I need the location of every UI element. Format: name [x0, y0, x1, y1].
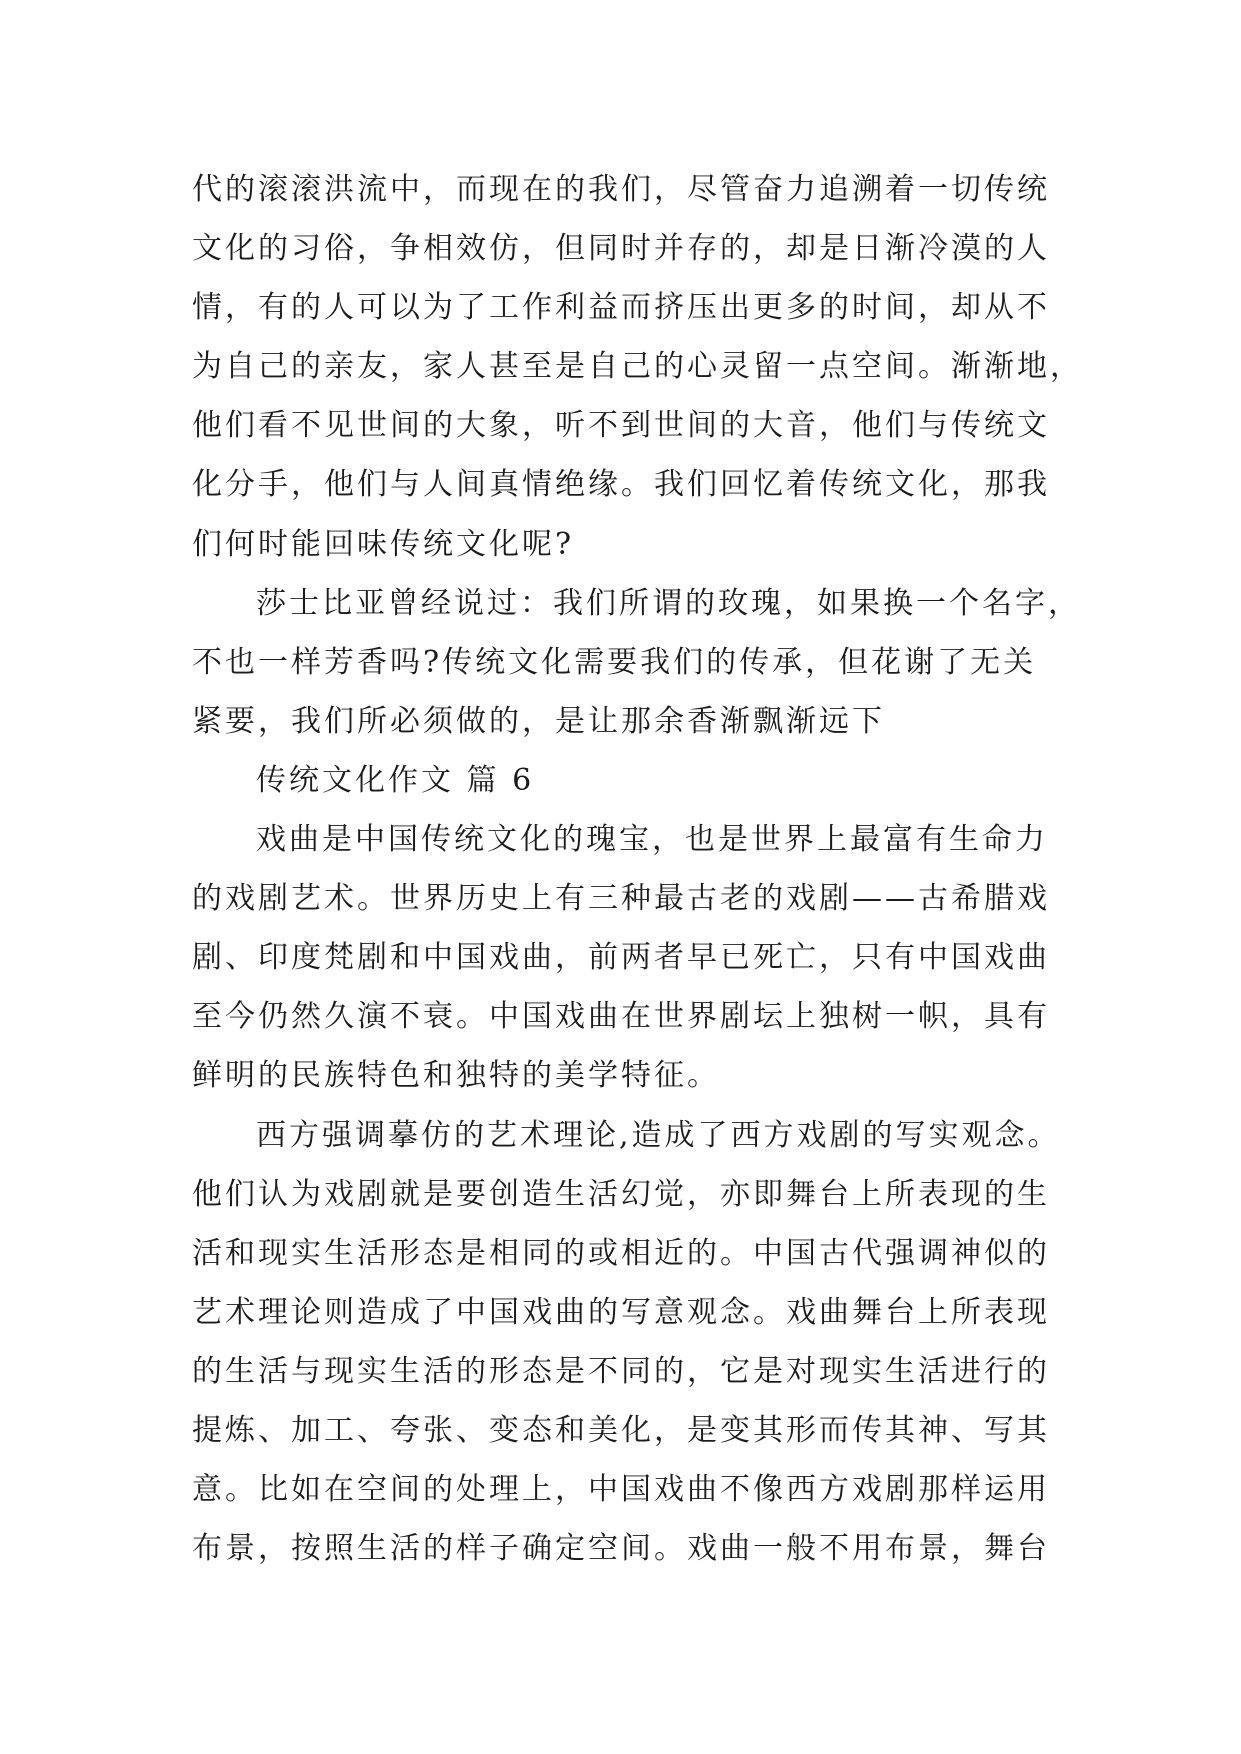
section-heading: 传统文化作文 篇 6: [256, 762, 535, 798]
text-line: 不也一样芳香吗?传统文化需要我们的传承，但花谢了无关: [192, 644, 1037, 680]
text-line: 布景，按照生活的样子确定空间。戏曲一般不用布景，舞台: [192, 1531, 1050, 1567]
text-line: 的戏剧艺术。世界历史上有三种最古老的戏剧——古希腊戏: [192, 881, 1050, 917]
body-text: [192, 160, 1083, 1578]
paragraph-start-line: 莎士比亚曾经说过：我们所谓的玫瑰，如果换一个名字，: [256, 585, 1081, 621]
text-line: 们何时能回味传统文化呢?: [192, 526, 575, 562]
text-line: 紧要，我们所必须做的，是让那余香渐飘渐远下: [192, 703, 885, 739]
text-line: 情，有的人可以为了工作利益而挤压出更多的时间，却从不: [192, 290, 1050, 326]
text-line: 他们认为戏剧就是要创造生活幻觉，亦即舞台上所表现的生: [192, 1176, 1050, 1212]
text-line: 鲜明的民族特色和独特的美学特征。: [192, 1058, 720, 1094]
text-line: 为自己的亲友，家人甚至是自己的心灵留一点空间。渐渐地，: [192, 349, 1083, 385]
text-line: 意。比如在空间的处理上，中国戏曲不像西方戏剧那样运用: [192, 1472, 1050, 1508]
text-line: 活和现实生活形态是相同的或相近的。中国古代强调神似的: [192, 1235, 1050, 1271]
text-line: 剧、印度梵剧和中国戏曲，前两者早已死亡，只有中国戏曲: [192, 940, 1050, 976]
text-line: 他们看不见世间的大象，听不到世间的大音，他们与传统文: [192, 408, 1050, 444]
text-line: 化分手，他们与人间真情绝缘。我们回忆着传统文化，那我: [192, 467, 1050, 503]
paragraph-start-line: 戏曲是中国传统文化的瑰宝，也是世界上最富有生命力: [256, 822, 1048, 858]
text-line: 至今仍然久演不衰。中国戏曲在世界剧坛上独树一帜，具有: [192, 999, 1050, 1035]
text-line: 艺术理论则造成了中国戏曲的写意观念。戏曲舞台上所表现: [192, 1294, 1050, 1330]
text-line: 的生活与现实生活的形态是不同的，它是对现实生活进行的: [192, 1353, 1050, 1389]
text-line: 文化的习俗，争相效仿，但同时并存的，却是日渐冷漠的人: [192, 231, 1050, 267]
paragraph-start-line: 西方强调摹仿的艺术理论,造成了西方戏剧的写实观念。: [256, 1117, 1061, 1153]
text-line: 提炼、加工、夸张、变态和美化，是变其形而传其神、写其: [192, 1412, 1050, 1448]
text-line: 代的滚滚洪流中，而现在的我们，尽管奋力追溯着一切传统: [192, 172, 1050, 207]
